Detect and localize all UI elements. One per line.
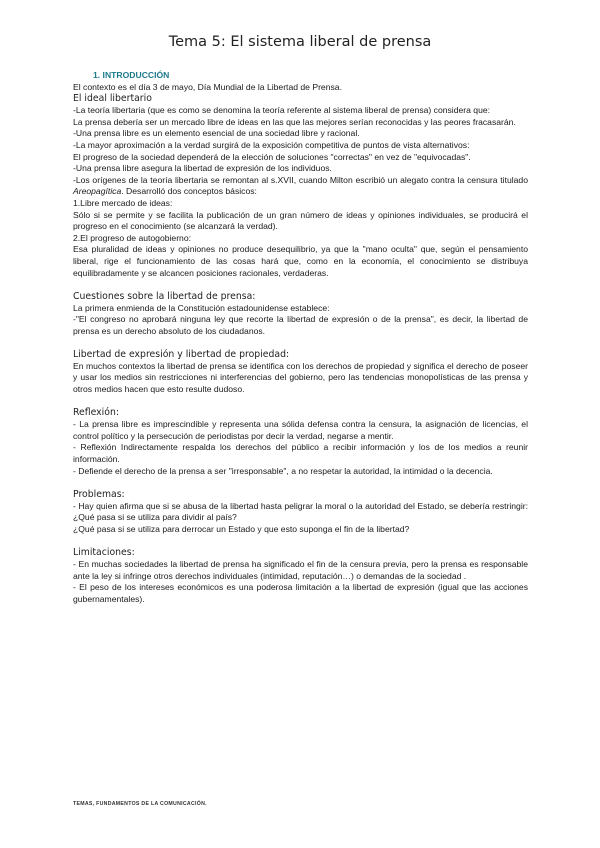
paragraph: -"El congreso no aprobará ninguna ley que recorte la libertad de expresión o de la prensa", es decir, la libertad de prensa es un derecho absoluto de los ciudadanos. xyxy=(73,314,528,336)
page-footer: TEMAS, FUNDAMENTOS DE LA COMUNICACIÓN. xyxy=(73,801,207,807)
text-span: -Los orígenes de la teoría libertaria se remontan al s.XVII, cuando Milton escribió un alegato contra la censura titulado xyxy=(73,174,528,185)
paragraph: El contexto es el día 3 de mayo, Día Mundial de la Libertad de Prensa. xyxy=(73,81,342,92)
spacer xyxy=(73,535,528,547)
page-title: Tema 5: El sistema liberal de prensa xyxy=(168,34,432,50)
text-span: . Desarrolló dos conceptos básicos: xyxy=(121,186,257,197)
section-heading-limitaciones: Limitaciones: xyxy=(73,546,135,558)
paragraph: - Defiende el derecho de la prensa a ser "irresponsable", a no respetar la autoridad, la intimidad o la decencia. xyxy=(73,465,493,476)
paragraph: -La mayor aproximación a la verdad surgirá de la exposición competitiva de puntos de vista alternativos: xyxy=(73,139,470,150)
paragraph: - En muchas sociedades la libertad de prensa ha significado el fin de la censura previa, pero la prensa es responsable ante la ley si infringe otros derechos individuales (intimidad, reputación…) o demandas de la sociedad . xyxy=(73,558,528,581)
section-heading-libertad: Libertad de expresión y libertad de propiedad: xyxy=(73,348,290,360)
spacer xyxy=(73,477,528,489)
paragraph: - Hay quien afirma que si se abusa de la libertad hasta peligrar la moral o la autoridad del Estado, se debería restringir: ¿Qué pasa si se utiliza para dividir al país? xyxy=(73,500,528,523)
paragraph: El progreso de la sociedad dependerá de la elección de soluciones "correctas" en vez de "equivocadas". xyxy=(73,151,471,162)
emphasis-title: Areopagítica xyxy=(73,186,122,197)
section-heading-introduccion: 1. INTRODUCCIÓN xyxy=(93,70,170,80)
paragraph: La prensa debería ser un mercado libre de ideas en las que las mejores serían reconocidas y las peores fracasarán. xyxy=(73,116,516,127)
paragraph: - La prensa libre es imprescindible y representa una sólida defensa contra la censura, la asignación de licencias, el control político y la persecución de periodistas por decir la verdad, negarse a mentir. xyxy=(73,419,528,441)
paragraph: -Una prensa libre asegura la libertad de expresión de los individuos. xyxy=(73,163,332,174)
paragraph: Sólo si se permite y se facilita la publicación de un gran número de ideas y opiniones individuales, se producirá el progreso en el conocimiento (se alcanzará la verdad). xyxy=(73,209,528,232)
spacer xyxy=(73,396,528,408)
subheading-ideal-libertario: El ideal libertario xyxy=(73,93,152,105)
paragraph: En muchos contextos la libertad de prensa se identifica con los derechos de propiedad y significa el derecho de poseer y usar los medios sin restricciones ni interferencias del gobierno, pero las tendencias monopolísticas de las prensa y otros medios hacen que esto resulte dudoso. xyxy=(73,360,528,395)
section-heading-problemas: Problemas: xyxy=(73,488,125,500)
paragraph: - El peso de los intereses económicos es una poderosa limitación a la libertad de expresión (igual que las acciones gubernamentales). xyxy=(73,582,528,604)
document-body xyxy=(73,70,528,605)
paragraph xyxy=(73,175,528,198)
section-heading-reflexion: Reflexión: xyxy=(73,407,119,419)
section-heading-cuestiones: Cuestiones sobre la libertad de prensa: xyxy=(73,290,256,302)
paragraph: La primera enmienda de la Constitución estadounidense establece: xyxy=(73,302,330,313)
paragraph: ¿Qué pasa si se utiliza para derrocar un Estado y que esto suponga el fin de la libertad? xyxy=(73,523,410,534)
paragraph: - Reflexión Indirectamente respalda los derechos del público a recibir información y los de los medios a reunir información. xyxy=(73,442,528,464)
paragraph: 1.Libre mercado de ideas: xyxy=(73,197,173,208)
paragraph: -La teoría libertaria (que es como se denomina la teoría referente al sistema liberal de prensa) considera que: xyxy=(73,105,491,116)
spacer xyxy=(73,337,528,349)
paragraph: 2.El progreso de autogobierno: xyxy=(73,232,192,243)
spacer xyxy=(73,279,528,291)
paragraph: -Una prensa libre es un elemento esencial de una sociedad libre y racional. xyxy=(73,128,360,139)
paragraph: Esa pluralidad de ideas y opiniones no produce desequilibrio, ya que la "mano oculta" que, según el pensamiento liberal, rige el funcionamiento de las cosas hará que, como en la economía, el conocimiento se distribuya equilibradamente y se alcancen posiciones racionales, verdaderas. xyxy=(73,244,528,278)
